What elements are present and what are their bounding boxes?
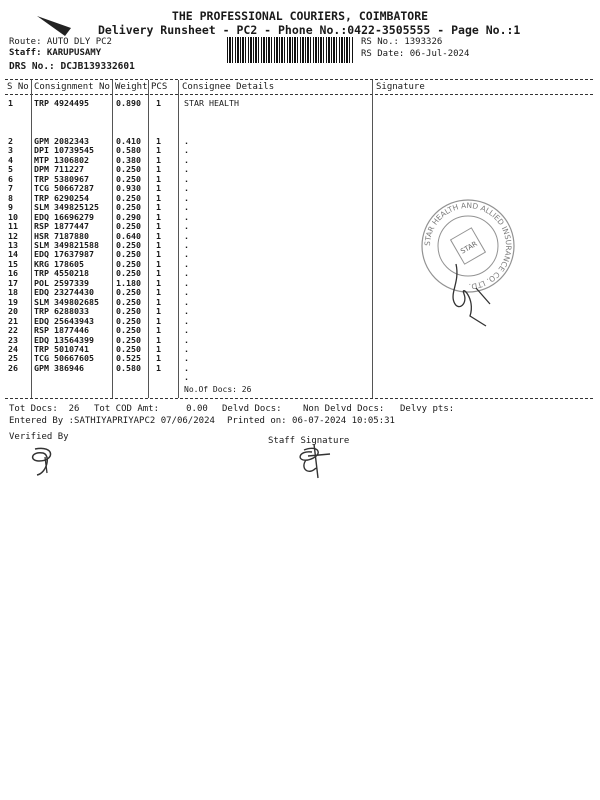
row-4-consignee: .	[184, 154, 189, 165]
row-10-pcs: 1	[156, 211, 161, 222]
consignee-column	[184, 137, 189, 373]
row-18-pcs: 1	[156, 287, 161, 298]
row-18-weight: 0.250	[116, 287, 141, 298]
route-label: Route: AUTO DLY PC2	[9, 37, 112, 47]
non-delvd-docs: Non Delvd Docs:	[303, 404, 385, 414]
row-12-consignment: HSR 7187880	[34, 230, 89, 241]
row-4-sno: 4	[8, 154, 13, 165]
row-13-consignment: SLM 349821588	[34, 239, 99, 250]
row-17-consignee: .	[184, 277, 189, 288]
row-8-consignment: TRP 6290254	[34, 192, 89, 203]
row-26-sno: 26	[8, 362, 18, 373]
row-20-sno: 20	[8, 306, 18, 317]
row-7-weight: 0.930	[116, 183, 141, 194]
row-22-weight: 0.250	[116, 325, 141, 336]
separator	[178, 80, 179, 398]
separator	[31, 80, 32, 398]
row-7-pcs: 1	[156, 183, 161, 194]
row-16-consignment: TRP 4550218	[34, 268, 89, 279]
row-18-consignment: EDQ 23274430	[34, 287, 94, 298]
row-20-consignee: .	[184, 306, 189, 317]
col-weight: Weight	[115, 82, 148, 92]
row-6-consignment: TRP 5380967	[34, 173, 89, 184]
row-9-sno: 9	[8, 202, 13, 213]
row-10-sno: 10	[8, 211, 18, 222]
verified-by: Verified By	[9, 432, 69, 442]
row-11-pcs: 1	[156, 221, 161, 232]
row-2-weight: 0.410	[116, 136, 141, 146]
row-8-sno: 8	[8, 192, 13, 203]
separator	[372, 80, 373, 398]
row-8-pcs: 1	[156, 192, 161, 203]
company-title: THE PROFESSIONAL COURIERS, COIMBATORE	[171, 9, 429, 23]
row-26-weight: 0.580	[116, 362, 141, 373]
row-23-consignment: EDQ 13564399	[34, 334, 94, 345]
row-21-consignee: .	[184, 315, 189, 326]
row-5-pcs: 1	[156, 164, 161, 175]
separator	[112, 80, 113, 398]
row-7-consignee: .	[184, 183, 189, 194]
row-19-sno: 19	[8, 296, 18, 307]
row-23-consignee: .	[184, 334, 189, 345]
tot-docs: Tot Docs: 26	[9, 404, 80, 414]
row-3-sno: 3	[8, 145, 13, 156]
row-26-consignee: .	[184, 362, 189, 373]
row-19-weight: 0.250	[116, 296, 141, 307]
row-17-sno: 17	[8, 277, 18, 288]
weight-column	[116, 137, 141, 373]
row-5-consignment: DPM 711227	[34, 164, 84, 175]
row-14-pcs: 1	[156, 249, 161, 260]
row-4-weight: 0.380	[116, 154, 141, 165]
row-13-consignee: .	[184, 239, 189, 250]
col-signature: Signature	[376, 82, 425, 92]
row-17-pcs: 1	[156, 277, 161, 288]
row-26-pcs: 1	[156, 362, 161, 373]
row-11-weight: 0.250	[116, 221, 141, 232]
row-15-consignee: .	[184, 258, 189, 269]
row-25-sno: 25	[8, 353, 18, 364]
row-14-sno: 14	[8, 249, 18, 260]
row-4-pcs: 1	[156, 154, 161, 165]
row-13-weight: 0.250	[116, 239, 141, 250]
row-7-consignment: TCG 50667287	[34, 183, 94, 194]
row1-sno: 1	[8, 98, 13, 108]
rs-number: RS No.: 1393326	[361, 37, 443, 47]
svg-text:STAR HEALTH AND ALLIED INSURAN: STAR HEALTH AND ALLIED INSURANCE CO. LTD.	[422, 200, 514, 292]
row-24-sno: 24	[8, 343, 18, 354]
row-20-weight: 0.250	[116, 306, 141, 317]
row-21-pcs: 1	[156, 315, 161, 326]
row-24-consignment: TRP 5010741	[34, 343, 89, 354]
row-24-weight: 0.250	[116, 343, 141, 354]
row-8-weight: 0.250	[116, 192, 141, 203]
row-21-sno: 21	[8, 315, 18, 326]
row-15-consignment: KRG 178605	[34, 258, 84, 269]
row-10-consignment: EDQ 16696279	[34, 211, 94, 222]
row-26-consignment: GPM 386946	[34, 362, 84, 373]
consignment-column	[34, 137, 99, 373]
row-2-pcs: 1	[156, 136, 161, 146]
row-16-pcs: 1	[156, 268, 161, 279]
row-14-weight: 0.250	[116, 249, 141, 260]
row1-consignment: TRP 4924495	[34, 98, 89, 108]
row-6-sno: 6	[8, 173, 13, 184]
row-5-consignee: .	[184, 164, 189, 175]
row1-consignee: STAR HEALTH	[184, 98, 239, 108]
row-12-weight: 0.640	[116, 230, 141, 241]
row-3-consignee: .	[184, 145, 189, 156]
entered-by: Entered By :SATHIYAPRIYAPC2 07/06/2024	[9, 416, 215, 426]
separator	[148, 80, 149, 398]
row-20-pcs: 1	[156, 306, 161, 317]
verified-signature	[25, 443, 65, 479]
row-13-pcs: 1	[156, 239, 161, 250]
no-of-docs: No.Of Docs: 26	[184, 385, 252, 394]
drs-number: DRS No.: DCJB139332601	[9, 61, 135, 72]
staff-signature	[290, 442, 340, 482]
row-19-pcs: 1	[156, 296, 161, 307]
row-15-weight: 0.250	[116, 258, 141, 269]
row-22-consignee: .	[184, 325, 189, 336]
row-18-sno: 18	[8, 287, 18, 298]
row-3-pcs: 1	[156, 145, 161, 156]
pcs-column	[156, 137, 161, 373]
row-15-pcs: 1	[156, 258, 161, 269]
row-25-pcs: 1	[156, 353, 161, 364]
row-3-weight: 0.580	[116, 145, 141, 156]
col-sno: S No	[7, 82, 29, 92]
rs-date: RS Date: 06-Jul-2024	[361, 49, 470, 59]
row-6-consignee: .	[184, 173, 189, 184]
row-10-weight: 0.290	[116, 211, 141, 222]
row-3-consignment: DPI 10739545	[34, 145, 94, 156]
row-12-pcs: 1	[156, 230, 161, 241]
row-6-pcs: 1	[156, 173, 161, 184]
row-23-weight: 0.250	[116, 334, 141, 345]
row-21-consignment: EDQ 25643943	[34, 315, 94, 326]
row-12-consignee: .	[184, 230, 189, 241]
pen-mark	[35, 14, 75, 40]
tot-cod: Tot COD Amt: 0.00	[94, 404, 208, 414]
row-25-consignment: TCG 50667605	[34, 353, 94, 364]
delvy-pts: Delvy pts:	[400, 404, 455, 414]
row-20-consignment: TRP 6288033	[34, 306, 89, 317]
row-16-weight: 0.250	[116, 268, 141, 279]
row-13-sno: 13	[8, 239, 18, 250]
row-9-pcs: 1	[156, 202, 161, 213]
row-2-consignee: .	[184, 136, 189, 146]
row-21-weight: 0.250	[116, 315, 141, 326]
row-4-consignment: MTP 1306802	[34, 154, 89, 165]
row-24-consignee: .	[184, 343, 189, 354]
row-18-consignee: .	[184, 287, 189, 298]
row-12-sno: 12	[8, 230, 18, 241]
row-9-weight: 0.250	[116, 202, 141, 213]
col-pcs: PCS	[151, 82, 168, 92]
row-15-sno: 15	[8, 258, 18, 269]
row-19-consignment: SLM 349802685	[34, 296, 99, 307]
header-top-rule	[5, 79, 593, 80]
row1-pcs: 1	[156, 98, 161, 108]
row-17-consignment: POL 2597339	[34, 277, 89, 288]
row-5-weight: 0.250	[116, 164, 141, 175]
row-16-sno: 16	[8, 268, 18, 279]
row-14-consignee: .	[184, 249, 189, 260]
row-22-pcs: 1	[156, 325, 161, 336]
row-24-pcs: 1	[156, 343, 161, 354]
row-11-consignment: RSP 1877447	[34, 221, 89, 232]
row-16-consignee: .	[184, 268, 189, 279]
row-6-weight: 0.250	[116, 173, 141, 184]
row-9-consignee: .	[184, 202, 189, 213]
row-23-sno: 23	[8, 334, 18, 345]
table-bottom-rule	[5, 398, 593, 399]
row-11-sno: 11	[8, 221, 18, 232]
row-22-sno: 22	[8, 325, 18, 336]
row-10-consignee: .	[184, 211, 189, 222]
trailing-dot: .	[184, 372, 189, 382]
row-25-weight: 0.525	[116, 353, 141, 364]
sno-column	[8, 137, 18, 373]
row-17-weight: 1.180	[116, 277, 141, 288]
row-8-consignee: .	[184, 192, 189, 203]
col-consignee: Consignee Details	[182, 82, 275, 92]
header-bottom-rule	[5, 94, 593, 95]
row-11-consignee: .	[184, 221, 189, 232]
svg-text:STAR: STAR	[459, 239, 479, 256]
row-2-sno: 2	[8, 136, 13, 146]
delvd-docs: Delvd Docs:	[222, 404, 282, 414]
runsheet-title: Delivery Runsheet - PC2 - Phone No.:0422-3505555 - Page No.:1	[98, 23, 521, 37]
row-22-consignment: RSP 1877446	[34, 325, 89, 336]
col-consignment: Consignment No	[34, 82, 110, 92]
row-5-sno: 5	[8, 164, 13, 175]
printed-on: Printed on: 06-07-2024 10:05:31	[227, 416, 395, 426]
row-9-consignment: SLM 349825125	[34, 202, 99, 213]
barcode	[227, 37, 353, 63]
staff-label: Staff: KARUPUSAMY	[9, 48, 102, 58]
row-23-pcs: 1	[156, 334, 161, 345]
row-7-sno: 7	[8, 183, 13, 194]
row-19-consignee: .	[184, 296, 189, 307]
row1-weight: 0.890	[116, 98, 141, 108]
staff-signature-label: Staff Signature	[268, 436, 350, 446]
row-2-consignment: GPM 2082343	[34, 136, 89, 146]
stamp-signature	[446, 258, 496, 328]
row-25-consignee: .	[184, 353, 189, 364]
row-14-consignment: EDQ 17637987	[34, 249, 94, 260]
